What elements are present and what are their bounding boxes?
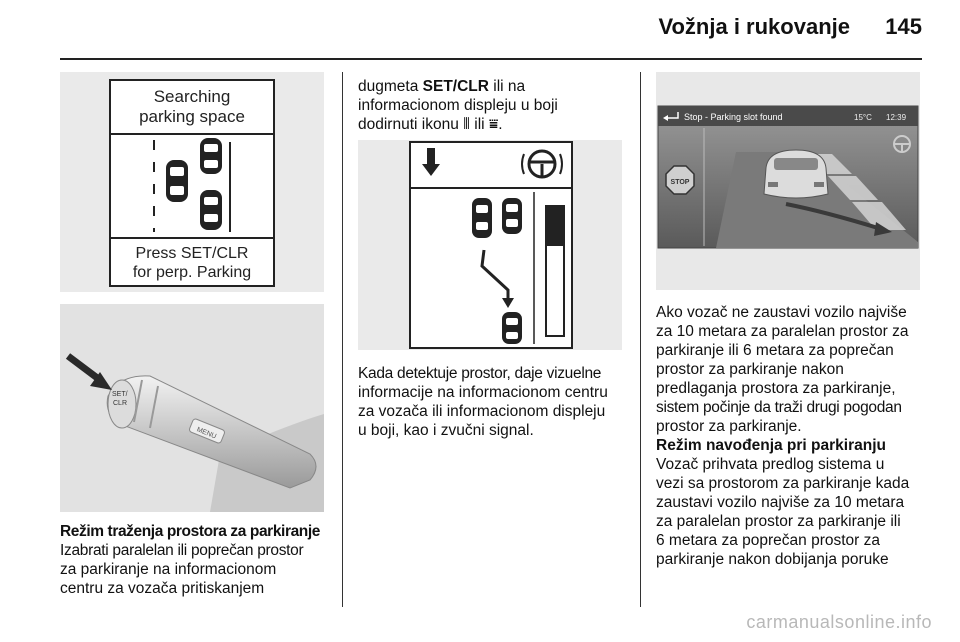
body-text-line: za vozača ili informacionom displeju (358, 403, 606, 420)
set-clr-term: SET/CLR (422, 78, 489, 95)
lever-menu-label: MENU (195, 426, 218, 441)
body-text-line: informacionom displeju u boji (358, 97, 558, 114)
display-title: Stop - Parking slot found (684, 112, 783, 122)
slot-found-figure (656, 72, 920, 290)
display-footer-line2: for perp. Parking (132, 264, 252, 281)
display-footer-line1: Press SET/CLR (135, 245, 249, 262)
body-text-line: prostor za parkiranje nakon (656, 361, 844, 378)
lever-button-label-top: SET/ (112, 391, 128, 398)
body-text-line: 6 metara za poprečan prostor za (656, 532, 881, 549)
lever-button-label-bottom: CLR (113, 400, 128, 407)
temperature-readout: 15°C (854, 113, 872, 122)
body-text-line: Ako vozač ne zaustavi vozilo najviše (656, 304, 907, 321)
own-car-icon (166, 160, 188, 202)
body-text-line: parkiranje nakon dobijanja poruke (656, 551, 889, 568)
svg-text:STOP: STOP (670, 179, 690, 186)
body-text-line: parkiranje ili 6 metara za poprečan (656, 342, 894, 359)
section-heading-search-mode: Režim traženja prostora za parkiranje (60, 523, 320, 540)
body-text-line: predlaganja prostora za parkiranje, (656, 380, 896, 397)
page-number: 145 (885, 14, 922, 39)
pointer-arrow-icon (68, 356, 112, 390)
body-text-line: za 10 metara za paralelan prostor za (656, 323, 909, 340)
running-header-title: Vožnja i rukovanje (658, 14, 850, 39)
watermark: carmanualsonline.info (746, 612, 932, 632)
header-rule (60, 58, 922, 60)
parked-car-icon (502, 198, 522, 234)
body-text-line: za paralelan prostor za parkiranje ili (656, 513, 901, 530)
body-text-line: zaustavi vozilo najviše za 10 metara (656, 494, 905, 511)
body-text-line: dodirnuti ikonu ⦀ ili ⩸. (358, 116, 503, 133)
car-rear-view (764, 150, 828, 198)
body-text-line: Vozač prihvata predlog sistema u (656, 456, 885, 473)
section-heading-guidance-mode: Režim navođenja pri parkiranju (656, 437, 886, 454)
clock-readout: 12:39 (886, 113, 907, 122)
display-title-line2: parking space (139, 107, 245, 126)
parked-car-icon (200, 138, 222, 174)
body-text-line: dugmeta SET/CLR ili na (358, 78, 526, 95)
display-title-line1: Searching (153, 87, 231, 106)
parking-guidance-figure (358, 140, 622, 350)
own-car-icon (502, 312, 522, 344)
lever-figure (60, 304, 324, 512)
column-divider-left (342, 72, 343, 607)
searching-parking-figure (60, 72, 324, 292)
body-text-line: Izabrati paralelan ili poprečan prostor (60, 542, 304, 559)
body-text-line: za parkiranje na informacionom (60, 561, 277, 578)
parked-car-icon (200, 190, 222, 230)
body-text-line: prostor za parkiranje. (656, 418, 802, 435)
parked-car-icon (472, 198, 492, 238)
column-divider-right (640, 72, 641, 607)
body-text-line: centru za vozača pritiskanjem (60, 580, 265, 597)
body-text-line: u boji, kao i zvučni signal. (358, 422, 534, 439)
body-text-line: vezi sa prostorom za parkiranje kada (656, 475, 910, 492)
stop-sign-icon (666, 166, 694, 194)
body-text-line: sistem počinje da traži drugi pogodan (656, 399, 902, 416)
body-text-line: informacije na informacionom centru (358, 384, 608, 401)
body-text-line: Kada detektuje prostor, daje vizuelne (358, 365, 602, 382)
